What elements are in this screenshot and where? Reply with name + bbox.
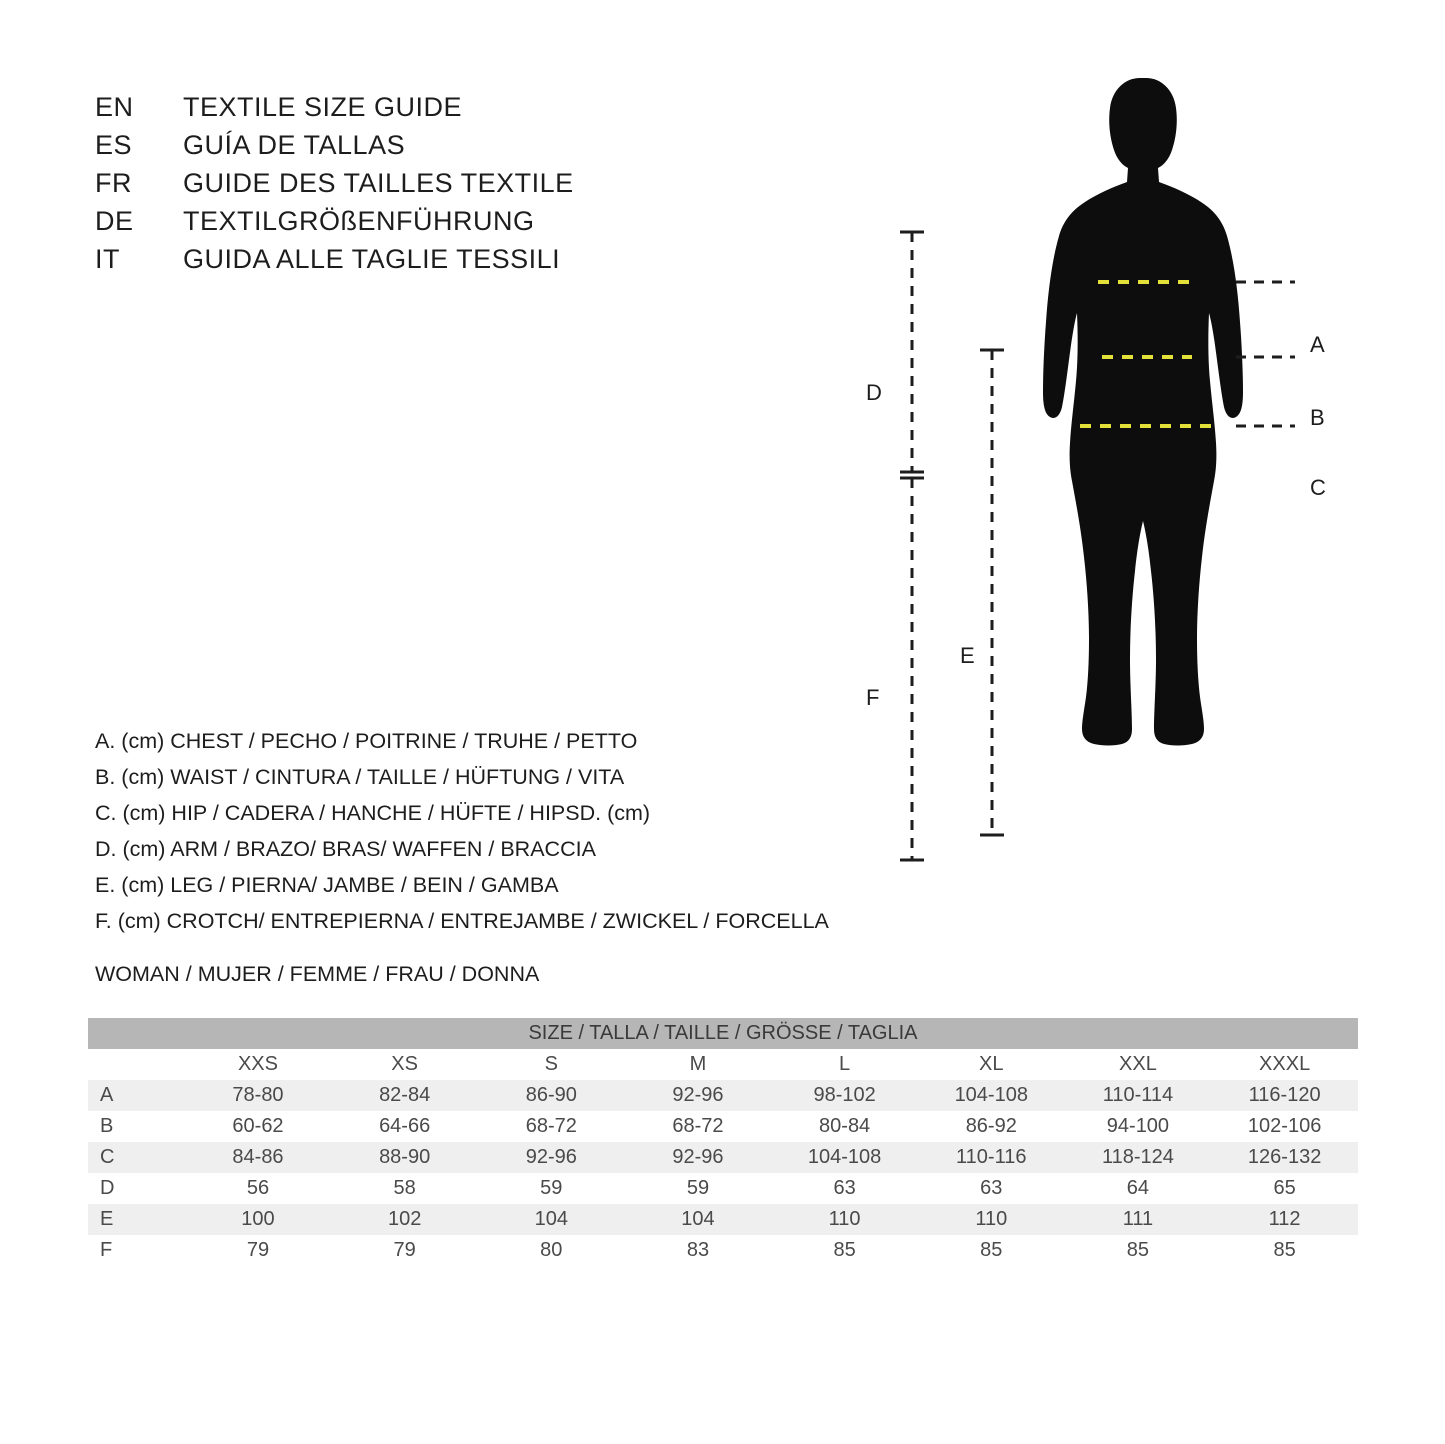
- cell-e-m: 104: [625, 1204, 772, 1235]
- size-col-l: L: [771, 1049, 918, 1080]
- legend-item-a: A. (cm) CHEST / PECHO / POITRINE / TRUHE / PETTO: [95, 729, 638, 753]
- row-key-f: F: [88, 1235, 185, 1266]
- row-key-b: B: [88, 1111, 185, 1142]
- title-row-es: [95, 130, 574, 168]
- dimension-label-e: E: [960, 643, 975, 668]
- title-lang-fr: FR: [95, 168, 132, 198]
- cell-b-s: 68-72: [478, 1111, 625, 1142]
- legend-item-d: D. (cm) ARM / BRAZO/ BRAS/ WAFFEN / BRACCIA: [95, 837, 596, 861]
- cell-b-xxl: 94-100: [1065, 1111, 1212, 1142]
- cell-b-m: 68-72: [625, 1111, 772, 1142]
- dimension-label-f: F: [866, 685, 880, 710]
- table-row: [88, 1204, 1358, 1235]
- bracket-e: [980, 350, 1004, 835]
- table-row: [88, 1235, 1358, 1266]
- size-col-xs: XS: [331, 1049, 478, 1080]
- cell-b-l: 80-84: [771, 1111, 918, 1142]
- cell-a-xl: 104-108: [918, 1080, 1065, 1111]
- cell-f-xl: 85: [918, 1235, 1065, 1266]
- cell-e-xxs: 100: [185, 1204, 332, 1235]
- cell-a-l: 98-102: [771, 1080, 918, 1111]
- woman-silhouette: [1043, 78, 1243, 746]
- cell-d-xs: 58: [331, 1173, 478, 1204]
- size-col-s: S: [478, 1049, 625, 1080]
- body-diagram: [840, 60, 1380, 890]
- measurement-legend: [95, 723, 829, 939]
- cell-f-s: 80: [478, 1235, 625, 1266]
- cell-a-xxl: 110-114: [1065, 1080, 1212, 1111]
- title-text-es: GUÍA DE TALLAS: [183, 130, 406, 160]
- table-row-sizes: [88, 1049, 1358, 1080]
- cell-a-s: 86-90: [478, 1080, 625, 1111]
- cell-d-xxs: 56: [185, 1173, 332, 1204]
- size-row-key: [88, 1049, 185, 1080]
- cell-b-xs: 64-66: [331, 1111, 478, 1142]
- title-text-en: TEXTILE SIZE GUIDE: [183, 92, 463, 122]
- size-col-xxs: XXS: [185, 1049, 332, 1080]
- cell-a-m: 92-96: [625, 1080, 772, 1111]
- cell-b-xl: 86-92: [918, 1111, 1065, 1142]
- cell-c-m: 92-96: [625, 1142, 772, 1173]
- dimension-label-c: C: [1310, 475, 1326, 500]
- title-lang-en: EN: [95, 92, 134, 122]
- bracket-d: [900, 232, 924, 472]
- size-table: [88, 1018, 1358, 1266]
- cell-d-l: 63: [771, 1173, 918, 1204]
- cell-c-xxl: 118-124: [1065, 1142, 1212, 1173]
- cell-c-xxxl: 126-132: [1211, 1142, 1358, 1173]
- size-table-wrap: [88, 1018, 1358, 1266]
- cell-e-xs: 102: [331, 1204, 478, 1235]
- cell-a-xs: 82-84: [331, 1080, 478, 1111]
- cell-e-xxxl: 112: [1211, 1204, 1358, 1235]
- cell-a-xxs: 78-80: [185, 1080, 332, 1111]
- title-text-de: TEXTILGRÖßENFÜHRUNG: [183, 206, 535, 236]
- cell-f-xs: 79: [331, 1235, 478, 1266]
- size-col-xxxl: XXXL: [1211, 1049, 1358, 1080]
- bracket-f: [900, 478, 924, 860]
- gender-heading: WOMAN / MUJER / FEMME / FRAU / DONNA: [95, 962, 540, 986]
- dimension-brackets: [900, 232, 1004, 860]
- table-row: [88, 1142, 1358, 1173]
- legend-item-b: B. (cm) WAIST / CINTURA / TAILLE / HÜFTUNG / VITA: [95, 765, 625, 789]
- cell-f-xxs: 79: [185, 1235, 332, 1266]
- table-header-bar: [88, 1018, 1358, 1049]
- cell-e-xl: 110: [918, 1204, 1065, 1235]
- cell-d-s: 59: [478, 1173, 625, 1204]
- cell-c-l: 104-108: [771, 1142, 918, 1173]
- title-lang-it: IT: [95, 244, 120, 274]
- row-key-a: A: [88, 1080, 185, 1111]
- title-row-en: [95, 92, 574, 130]
- title-row-fr: [95, 168, 574, 206]
- title-block: [95, 92, 574, 282]
- row-key-c: C: [88, 1142, 185, 1173]
- cell-f-l: 85: [771, 1235, 918, 1266]
- cell-c-xs: 88-90: [331, 1142, 478, 1173]
- dimension-label-b: B: [1310, 405, 1325, 430]
- dimension-label-a: A: [1310, 332, 1325, 357]
- cell-b-xxxl: 102-106: [1211, 1111, 1358, 1142]
- title-row-it: [95, 244, 574, 282]
- title-lang-es: ES: [95, 130, 133, 160]
- title-row-de: [95, 206, 574, 244]
- legend-item-c: C. (cm) HIP / CADERA / HANCHE / HÜFTE / HIPSD. (cm): [95, 801, 651, 825]
- cell-f-m: 83: [625, 1235, 772, 1266]
- legend-item-e: E. (cm) LEG / PIERNA/ JAMBE / BEIN / GAMBA: [95, 873, 559, 897]
- title-text-it: GUIDA ALLE TAGLIE TESSILI: [183, 244, 561, 274]
- cell-e-xxl: 111: [1065, 1204, 1212, 1235]
- table-row: [88, 1080, 1358, 1111]
- cell-f-xxxl: 85: [1211, 1235, 1358, 1266]
- dimension-label-d: D: [866, 380, 882, 405]
- title-text-fr: GUIDE DES TAILLES TEXTILE: [183, 168, 574, 198]
- cell-c-xxs: 84-86: [185, 1142, 332, 1173]
- leader-lines: [1236, 282, 1295, 426]
- cell-d-xxl: 64: [1065, 1173, 1212, 1204]
- cell-b-xxs: 60-62: [185, 1111, 332, 1142]
- cell-a-xxxl: 116-120: [1211, 1080, 1358, 1111]
- cell-d-xxxl: 65: [1211, 1173, 1358, 1204]
- cell-c-s: 92-96: [478, 1142, 625, 1173]
- size-col-m: M: [625, 1049, 772, 1080]
- cell-d-xl: 63: [918, 1173, 1065, 1204]
- table-row: [88, 1173, 1358, 1204]
- cell-d-m: 59: [625, 1173, 772, 1204]
- size-col-xl: XL: [918, 1049, 1065, 1080]
- title-lang-de: DE: [95, 206, 134, 236]
- table-header-label: SIZE / TALLA / TAILLE / GRÖSSE / TAGLIA: [88, 1018, 1358, 1049]
- cell-f-xxl: 85: [1065, 1235, 1212, 1266]
- cell-c-xl: 110-116: [918, 1142, 1065, 1173]
- cell-e-s: 104: [478, 1204, 625, 1235]
- table-row: [88, 1111, 1358, 1142]
- row-key-d: D: [88, 1173, 185, 1204]
- cell-e-l: 110: [771, 1204, 918, 1235]
- row-key-e: E: [88, 1204, 185, 1235]
- size-col-xxl: XXL: [1065, 1049, 1212, 1080]
- legend-item-f: F. (cm) CROTCH/ ENTREPIERNA / ENTREJAMBE / ZWICKEL / FORCELLA: [95, 909, 829, 933]
